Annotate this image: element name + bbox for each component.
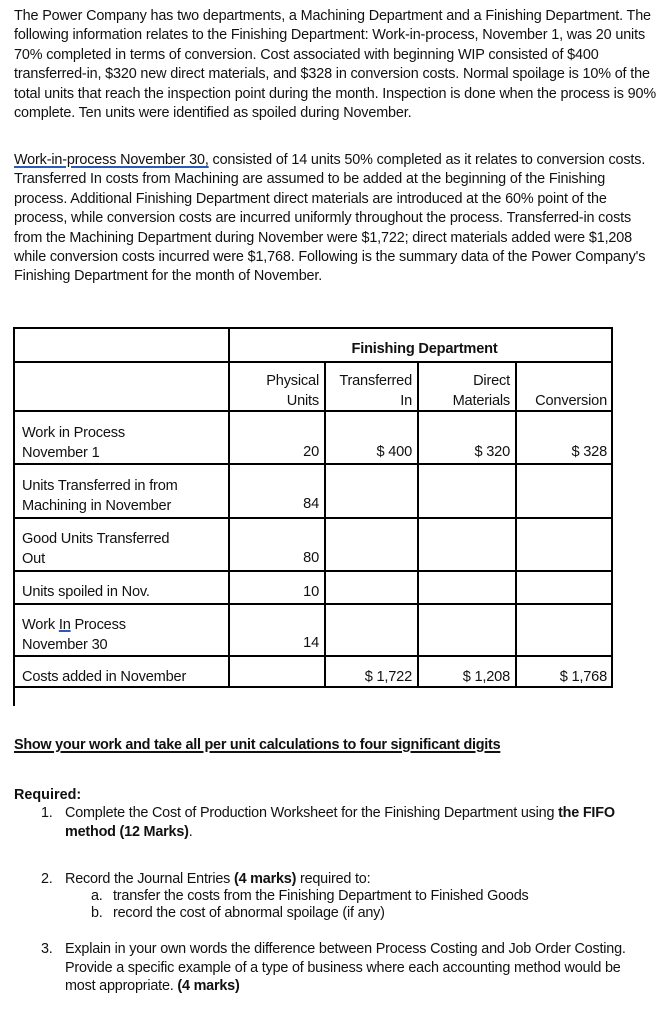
finishing-department-table	[13, 327, 613, 688]
row-label-wip-nov-1: Work in Process November 1	[22, 425, 125, 461]
cell-physical: 20	[303, 444, 319, 460]
instruction-text: Show your work and take all per unit calculations to four significant digits	[14, 737, 501, 753]
column-header-transferred-in: Transferred In	[339, 373, 412, 409]
cell-conversion: $ 1,768	[559, 669, 607, 685]
table-border	[13, 655, 613, 657]
cell-transferred-in: $ 400	[376, 444, 412, 460]
row-label-units-transferred-in: Units Transferred in from Machining in November	[22, 478, 178, 514]
intro-paragraph-1: The Power Company has two departments, a Machining Department and a Finishing Department. The following information relates to the Finishing Department: Work-in-process, November 1, was 20 units 70% completed in terms of conversion. Cost associated with beginning WIP consisted of $400 transferred-in, $320 new direct materials, and $328 in conversion costs. Normal spoilage is 10% of the total units that reach the inspection point during the month. Inspection is done when the process is 90% complete. Ten units were identified as spoiled during November.	[14, 8, 656, 122]
table-border	[13, 517, 613, 519]
cell-transferred-in: $ 1,722	[364, 669, 412, 685]
required-heading: Required:	[14, 787, 82, 803]
text-cursor	[13, 688, 15, 706]
table-border	[13, 570, 613, 572]
row-label-wip-nov-30: Work In Process November 30	[22, 617, 126, 653]
row-label-good-units-out: Good Units Transferred Out	[22, 531, 170, 567]
column-header-conversion: Conversion	[535, 392, 607, 409]
table-border	[13, 327, 613, 329]
paragraph-2-text: consisted of 14 units 50% completed as it relates to conversion costs. Transferred In costs from Machining are assumed to be added at the beginning of the Finishing process. Additional Finishing Department direct materials are introduced at the 60% point of the process, while conversion costs are incurred uniformly throughout the process. Transferred-in costs from the Machining Department during November were $1,722; direct materials added were $1,208 while conversion costs incurred were $1,768. Following is the summary data of the Power Company's Finishing Department for the month of November.	[14, 152, 646, 285]
group-header: Finishing Department	[351, 341, 498, 357]
cell-direct-materials: $ 1,208	[462, 669, 510, 685]
cell-conversion: $ 328	[571, 444, 607, 460]
column-header-direct-materials: Direct Materials	[452, 373, 510, 409]
cell-physical: 10	[303, 584, 319, 600]
column-header-physical-units: Physical Units	[266, 373, 319, 409]
cell-direct-materials: $ 320	[474, 444, 510, 460]
intro-paragraph-2	[14, 151, 662, 287]
table-border	[611, 327, 613, 688]
table-border	[13, 361, 613, 363]
spellcheck-underlined-text: In	[58, 617, 71, 633]
spellcheck-underlined-text: Work-in-process November 30,	[14, 152, 209, 168]
cell-physical: 84	[303, 496, 319, 512]
table-border	[13, 603, 613, 605]
table-border	[13, 327, 15, 688]
table-border	[13, 463, 613, 465]
cell-physical: 14	[303, 635, 319, 651]
row-label-costs-added: Costs added in November	[22, 669, 187, 685]
row-label-units-spoiled: Units spoiled in Nov.	[22, 584, 150, 600]
cell-physical: 80	[303, 550, 319, 566]
